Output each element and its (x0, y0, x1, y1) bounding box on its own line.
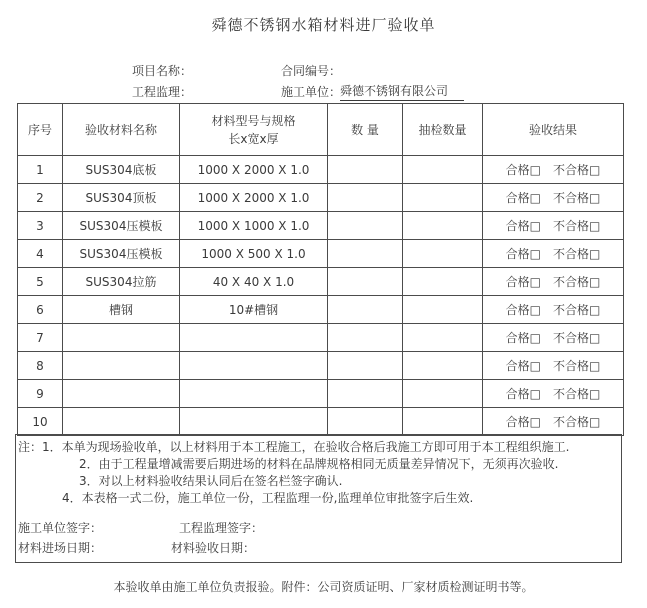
row-quantity (328, 324, 403, 352)
row-serial: 2 (18, 184, 63, 212)
row-quantity (328, 240, 403, 268)
fail-checkbox: 不合格□ (553, 415, 601, 429)
row-serial: 3 (18, 212, 63, 240)
table-row (18, 268, 624, 296)
col-result: 验收结果 (483, 104, 624, 156)
col-quantity: 数 量 (328, 104, 403, 156)
fail-checkbox: 不合格□ (553, 191, 601, 205)
row-spec: 10#槽钢 (180, 296, 328, 324)
row-quantity (328, 408, 403, 436)
row-sample-quantity (403, 296, 483, 324)
row-serial: 8 (18, 352, 63, 380)
pass-checkbox: 合格□ (505, 331, 541, 345)
contractor-value: 舜德不锈钢有限公司 (340, 82, 464, 101)
contractor-signature-label: 施工单位签字： (18, 521, 103, 535)
row-result (483, 184, 624, 212)
table-header-row (18, 104, 624, 156)
table-row (18, 212, 624, 240)
fail-checkbox: 不合格□ (553, 303, 601, 317)
table-row (18, 324, 624, 352)
signature-row-2 (16, 539, 621, 555)
row-serial: 10 (18, 408, 63, 436)
footer-note: 本验收单由施工单位负责报验。附件：公司资质证明、厂家材质检测证明书等。 (113, 580, 534, 594)
pass-checkbox: 合格□ (505, 303, 541, 317)
pass-checkbox: 合格□ (505, 163, 541, 177)
table-row (18, 240, 624, 268)
row-spec (180, 408, 328, 436)
material-entry-date-label: 材料进场日期： (18, 541, 103, 555)
fail-checkbox: 不合格□ (553, 387, 601, 401)
row-result (483, 380, 624, 408)
signature-row-1 (16, 519, 621, 535)
materials-table (17, 103, 624, 436)
row-sample-quantity (403, 324, 483, 352)
row-sample-quantity (403, 240, 483, 268)
row-sample-quantity (403, 156, 483, 184)
fail-checkbox: 不合格□ (553, 275, 601, 289)
row-sample-quantity (403, 212, 483, 240)
row-material-name (63, 380, 180, 408)
row-material-name: SUS304顶板 (63, 184, 180, 212)
supervisor-signature-label: 工程监理签字： (179, 521, 264, 535)
row-serial: 1 (18, 156, 63, 184)
pass-checkbox: 合格□ (505, 387, 541, 401)
contractor-label: 施工单位： (281, 85, 342, 99)
row-material-name: SUS304底板 (63, 156, 180, 184)
material-acceptance-date-label: 材料验收日期： (171, 541, 256, 555)
row-result (483, 156, 624, 184)
col-spec (180, 104, 328, 156)
fail-checkbox: 不合格□ (553, 247, 601, 261)
note-line-2: 2．由于工程量增减需要后期进场的材料在品牌规格相同无质量差异情况下，无须再次验收. (79, 457, 559, 471)
table-row (18, 296, 624, 324)
pass-checkbox: 合格□ (505, 219, 541, 233)
row-quantity (328, 296, 403, 324)
row-spec: 40 X 40 X 1.0 (180, 268, 328, 296)
row-serial: 9 (18, 380, 63, 408)
table-row (18, 380, 624, 408)
row-material-name: 槽钢 (63, 296, 180, 324)
col-spec-line2: 长x宽x厚 (228, 131, 279, 146)
row-spec: 1000 X 2000 X 1.0 (180, 184, 328, 212)
row-material-name (63, 408, 180, 436)
note-line-3: 3．对以上材料验收结果认同后在签名栏签字确认. (79, 474, 343, 488)
row-quantity (328, 184, 403, 212)
row-serial: 5 (18, 268, 63, 296)
row-result (483, 240, 624, 268)
col-serial: 序号 (18, 104, 63, 156)
row-material-name: SUS304拉筋 (63, 268, 180, 296)
row-spec (180, 352, 328, 380)
row-material-name: SUS304压模板 (63, 212, 180, 240)
fail-checkbox: 不合格□ (553, 359, 601, 373)
row-quantity (328, 156, 403, 184)
project-name-label: 项目名称： (132, 64, 193, 78)
row-sample-quantity (403, 184, 483, 212)
row-sample-quantity (403, 352, 483, 380)
col-material-name: 验收材料名称 (63, 104, 180, 156)
row-material-name (63, 352, 180, 380)
pass-checkbox: 合格□ (505, 247, 541, 261)
form-title: 舜德不锈钢水箱材料进厂验收单 (211, 16, 436, 34)
pass-checkbox: 合格□ (505, 275, 541, 289)
row-quantity (328, 352, 403, 380)
pass-checkbox: 合格□ (505, 359, 541, 373)
col-spec-line1: 材料型号与规格 (211, 113, 296, 128)
row-quantity (328, 212, 403, 240)
pass-checkbox: 合格□ (505, 415, 541, 429)
table-row (18, 184, 624, 212)
pass-checkbox: 合格□ (505, 191, 541, 205)
row-spec (180, 324, 328, 352)
row-serial: 7 (18, 324, 63, 352)
col-sample-quantity: 抽检数量 (403, 104, 483, 156)
row-quantity (328, 380, 403, 408)
row-spec (180, 380, 328, 408)
row-sample-quantity (403, 268, 483, 296)
fail-checkbox: 不合格□ (553, 219, 601, 233)
note-line-4: 4．本表格一式二份，施工单位一份，工程监理一份,监理单位审批签字后生效. (62, 491, 474, 505)
row-result (483, 324, 624, 352)
row-result (483, 268, 624, 296)
table-row (18, 408, 624, 436)
row-sample-quantity (403, 408, 483, 436)
row-spec: 1000 X 500 X 1.0 (180, 240, 328, 268)
row-result (483, 212, 624, 240)
row-sample-quantity (403, 380, 483, 408)
table-row (18, 352, 624, 380)
row-result (483, 408, 624, 436)
row-material-name (63, 324, 180, 352)
row-result (483, 352, 624, 380)
notes-signature-box (15, 434, 622, 563)
row-serial: 6 (18, 296, 63, 324)
row-spec: 1000 X 2000 X 1.0 (180, 156, 328, 184)
contract-no-label: 合同编号： (281, 64, 342, 78)
table-row (18, 156, 624, 184)
supervisor-label: 工程监理： (132, 85, 193, 99)
note-line-1: 注：1．本单为现场验收单，以上材料用于本工程施工，在验收合格后我施工方即可用于本工程组织施工. (18, 440, 570, 454)
row-material-name: SUS304压模板 (63, 240, 180, 268)
fail-checkbox: 不合格□ (553, 331, 601, 345)
row-spec: 1000 X 1000 X 1.0 (180, 212, 328, 240)
fail-checkbox: 不合格□ (553, 163, 601, 177)
row-result (483, 296, 624, 324)
row-serial: 4 (18, 240, 63, 268)
row-quantity (328, 268, 403, 296)
